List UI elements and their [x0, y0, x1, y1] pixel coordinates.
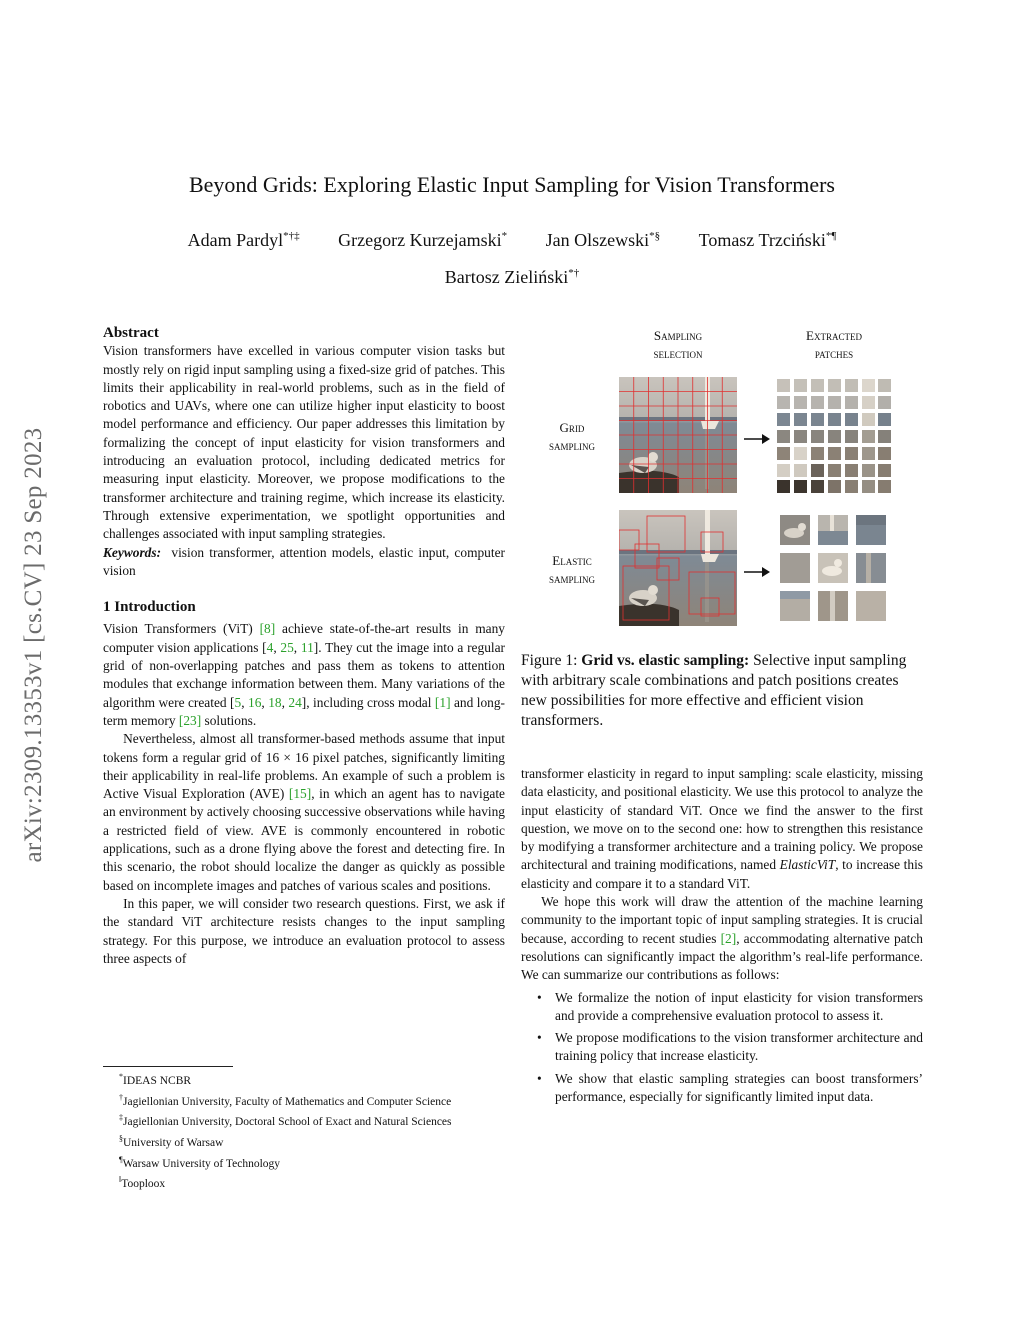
extracted-grid-patches [777, 379, 891, 493]
citation-link[interactable]: 11 [300, 639, 314, 655]
arrow-right-icon [744, 563, 770, 575]
citation-link[interactable]: [15] [288, 786, 312, 802]
abstract-text: Vision transformers have excelled in various computer vision tasks but mostly rely on rigid input sampling using a fixed-size grid of patches. This limits their applicability in real-world problems, such as in the field of robotics and UAVs, where one can utilize higher input elasticity to boost model performance and efficiency. Our paper addresses this limitation by formalizing the concept of input elasticity for vision transformers and introducing an evaluation protocol, including dedicated metrics for measuring input elasticity. Moreover, we propose modifications to the transformer architecture and training regime, which increase its elasticity. Through extensive experimentation, we spotlight opportunities and challenges associated with input sampling strategies. [103, 343, 505, 542]
left-column [103, 324, 505, 968]
citation-link[interactable]: 18 [268, 694, 282, 710]
citation-link[interactable]: [8] [259, 621, 276, 637]
figure-col-label-sampling: Sampling selection [653, 328, 703, 361]
arxiv-identifier [14, 350, 54, 940]
author: Jan Olszewski*§ [545, 230, 661, 250]
footnote-rule [103, 1066, 233, 1067]
paper-title: Beyond Grids: Exploring Elastic Input Sampling for Vision Transformers [188, 172, 835, 197]
citation-link[interactable]: [2] [720, 930, 737, 946]
list-item: • We propose modifications to the vision transformer architecture and training policy that increase elasticity. [521, 1029, 923, 1066]
grid-sampling-image [619, 377, 737, 493]
arrow-right-icon [744, 430, 770, 442]
contributions-list [521, 989, 923, 1107]
extracted-elastic-patches [780, 515, 888, 623]
author-list [100, 220, 924, 294]
intro-paragraph-3: In this paper, we will consider two research questions. First, we ask if the standard ViT architecture resists changes to the input sampling strategy. For this purpose, we introduce an evaluation protocol to assess three aspects of [103, 895, 505, 966]
seagull-photo-grid [619, 377, 737, 493]
section-heading: 1 Introduction [103, 599, 196, 616]
author: Grzegorz Kurzejamski* [338, 230, 508, 250]
intro-paragraph-2: Nevertheless, almost all transformer-based methods assume that input tokens form a regular grid of 16 × 16 pixel patches, significantly limiting their applicability in real-life problems. An example of such a problem is Active Visual Exploration (AVE) [15], in which an agent has to navigate an environment by actively choosing successive observations while having a restricted field of view. AVE is commonly encountered in robotic applications, such as a drone flying above the forest and detecting fire. In this scenario, the robot should localize the danger as quickly as possible based on incomplete images and patches of various scales and positions. [103, 731, 505, 893]
citation-link[interactable]: 25 [280, 639, 294, 655]
abstract-heading: Abstract [103, 325, 159, 341]
footnote: §University of Warsaw [119, 1133, 224, 1149]
footnote: ‖Tooploox [119, 1175, 166, 1190]
footnote: ¶Warsaw University of Technology [119, 1154, 281, 1170]
elastic-sampling-image [619, 510, 737, 626]
keywords: Keywords: vision transformer, attention models, elastic input, computer vision [103, 544, 505, 578]
footnote: *IDEAS NCBR [119, 1072, 192, 1087]
right-paragraph-2: We hope this work will draw the attention of the machine learning community to the important topic of input sampling strategies. It is crucial because, according to recent studies [2], accommodating alternative patch resolutions can significantly impact the algorithm’s real-life performance. We can summarize our contributions as follows: [521, 894, 923, 983]
footnote: †Jagiellonian University, Faculty of Mathematics and Computer Science [119, 1092, 452, 1108]
citation-link[interactable]: 4 [266, 639, 274, 655]
list-item: • We formalize the notion of input elasticity for vision transformers and provide a comprehensive evaluation protocol to assess it. [521, 989, 923, 1026]
author: Tomasz Trzciński*¶ [698, 230, 837, 250]
seagull-photo-elastic [619, 510, 737, 626]
intro-paragraph-1: Vision Transformers (ViT) [8] achieve state-of-the-art results in many computer vision applications [4, 25, 11]. They cut the image into a regular grid of non-overlapping patches and pass them as tokens to attention modules that exchange information between them. Many variations of the algorithm were created [5, 16, 18, 24], including cross modal [1] and long-term memory [23] solutions. [103, 621, 506, 728]
right-column [521, 765, 923, 1110]
author: Bartosz Zieliński*† [444, 267, 580, 287]
right-paragraph-1: transformer elasticity in regard to input sampling: scale elasticity, missing data elasticity, and positional elasticity. We use this protocol to analyze the input elasticity of standard ViT. Once we find the answer to the first question, we move on to the second one: how to strengthen this resistance by modifying a transformer architecture and a training policy. We propose architectural and training modifications, named ElasticViT, to increase this elasticity and compare it to a standard ViT. [521, 766, 923, 891]
footnotes [103, 1069, 505, 1193]
footnote: ‡Jagiellonian University, Doctoral School of Exact and Natural Sciences [119, 1113, 452, 1129]
arxiv-identifier-text: arXiv:2309.13353v1 [cs.CV] 23 Sep 2023 [20, 427, 47, 863]
citation-link[interactable]: 16 [248, 694, 262, 710]
figure-col-label-extracted: Extracted patches [806, 328, 862, 361]
list-item: • We show that elastic sampling strategies can boost transformers’ performance, especially for significantly limited input data. [521, 1070, 923, 1107]
figure-row-label-grid: Grid sampling [548, 420, 595, 453]
author: Adam Pardyl*†‡ [187, 230, 300, 250]
citation-link[interactable]: [23] [178, 712, 202, 728]
figure-caption: Figure 1: Grid vs. elastic sampling: Selective input sampling with arbitrary scale combinations and patch positions creates new possibilities for more effective and efficient vision transformers. [521, 652, 907, 729]
citation-link[interactable]: [1] [434, 694, 451, 710]
figure-row-label-elastic: Elastic sampling [548, 553, 595, 586]
citation-link[interactable]: 24 [288, 694, 302, 710]
citation-link[interactable]: 5 [234, 694, 242, 710]
